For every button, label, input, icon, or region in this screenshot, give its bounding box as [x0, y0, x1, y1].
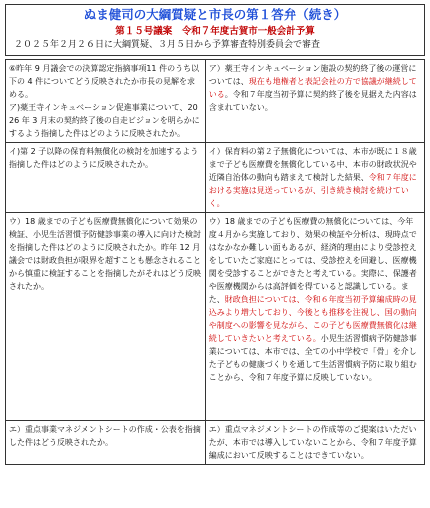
- qa-table-body: [6, 60, 425, 465]
- question-cell: イ)第 2 子以降の保育料無償化の検討を加速するよう指摘した件はどのように反映されたか。: [6, 143, 206, 213]
- question-cell: ウ）18 歳までの子ども医療費無償化について効果の検証、小児生活習慣予防健診事業の導入に向けた検討を指摘した件はどのように反映されたか。昨年 12 月議会では財政負担が限界を超すことも懸念されることから慎重に検証することを指摘したがそれはどう反映されたか。: [6, 213, 206, 421]
- qa-row: [6, 143, 425, 213]
- answer-text: エ）重点マネジメントシートの作成等のご提案はいただいたが、本市では導入していないことから、令和７年度予算編成において反映することはできていない。: [208, 425, 417, 460]
- qa-row: [6, 421, 425, 465]
- answer-text: 。令和７年度当初予算に契約終了後を見据えた内容は含まれていない。: [208, 90, 417, 112]
- schedule-note: ２０２５年２月２６日に大綱質疑、３月５日から予算審査特別委員会で審査: [14, 40, 321, 50]
- answer-highlight: 財政負担については、令和６年度当初予算編成時の見込みより増大しており、今後とも推移を注視し、国の動向や制度への影響を見ながら、この子ども医療費無償化は継続していきたいと考えている。: [208, 295, 417, 343]
- page-title: ぬま健司の大綱質疑と市長の第１答弁（続き）: [83, 7, 347, 22]
- answer-highlight: 令和７年度における実施は見送っているが、引き続き検討を続けていく。: [208, 173, 417, 208]
- answer-text: イ）保育料の第２子無償化については、本市が既に１８歳まで子ども医療費を無償化している中、本市の財政状況や近隣自治体の動向も踏まえて検討した結果、: [208, 147, 417, 182]
- answer-cell: [205, 60, 424, 143]
- qa-table: [5, 59, 425, 465]
- answer-text: ア）薬王寺インキュベーション施設の契約終了後の運営については、: [208, 64, 417, 86]
- answer-highlight: 現在も地権者と表記会社の方で協議が継続している: [208, 77, 417, 99]
- qa-row: [6, 60, 425, 143]
- page-subtitle: 第１５号議案 令和７年度古賀市一般会計予算: [115, 26, 315, 37]
- question-cell: ⑥昨年 9 月議会での決算認定指摘事項11 件のうち以下の 4 件についてどう反映されたか市長の見解を求める。 ア)薬王寺インキュベーション促進事業について、2026 年 3 月末の契約終了後の自走ビジョンを明らかにするよう指摘した件はどのように反映されたか。: [6, 60, 206, 143]
- answer-text: 小児生活習慣病予防健診事業については、本市では、全ての小中学校で「骨」を介した子どもの健康づくりを通して生活習慣病予防に取り組むことから、令和７年度予算に反映していない。: [208, 334, 417, 382]
- answer-cell: [205, 213, 424, 421]
- qa-row: [6, 213, 425, 421]
- header-box: [5, 4, 425, 56]
- answer-cell: [205, 421, 424, 465]
- answer-text: ウ）18 歳までの子ども医療費の無償化については、今年度４月から実施しており、効果の検証や分析は、現時点ではなかなか難しい面もあるが、経済的理由により受診控えをしていたご家庭にとっては、受診控えを回避し、医療機関を受診することができたと考えている。実際に、保護者や医療機関からは高評価を得ていると認識している。また、: [208, 217, 417, 304]
- question-cell: エ）重点事業マネジメントシートの作成・公表を指摘した件はどう反映されたか。: [6, 421, 206, 465]
- answer-cell: [205, 143, 424, 213]
